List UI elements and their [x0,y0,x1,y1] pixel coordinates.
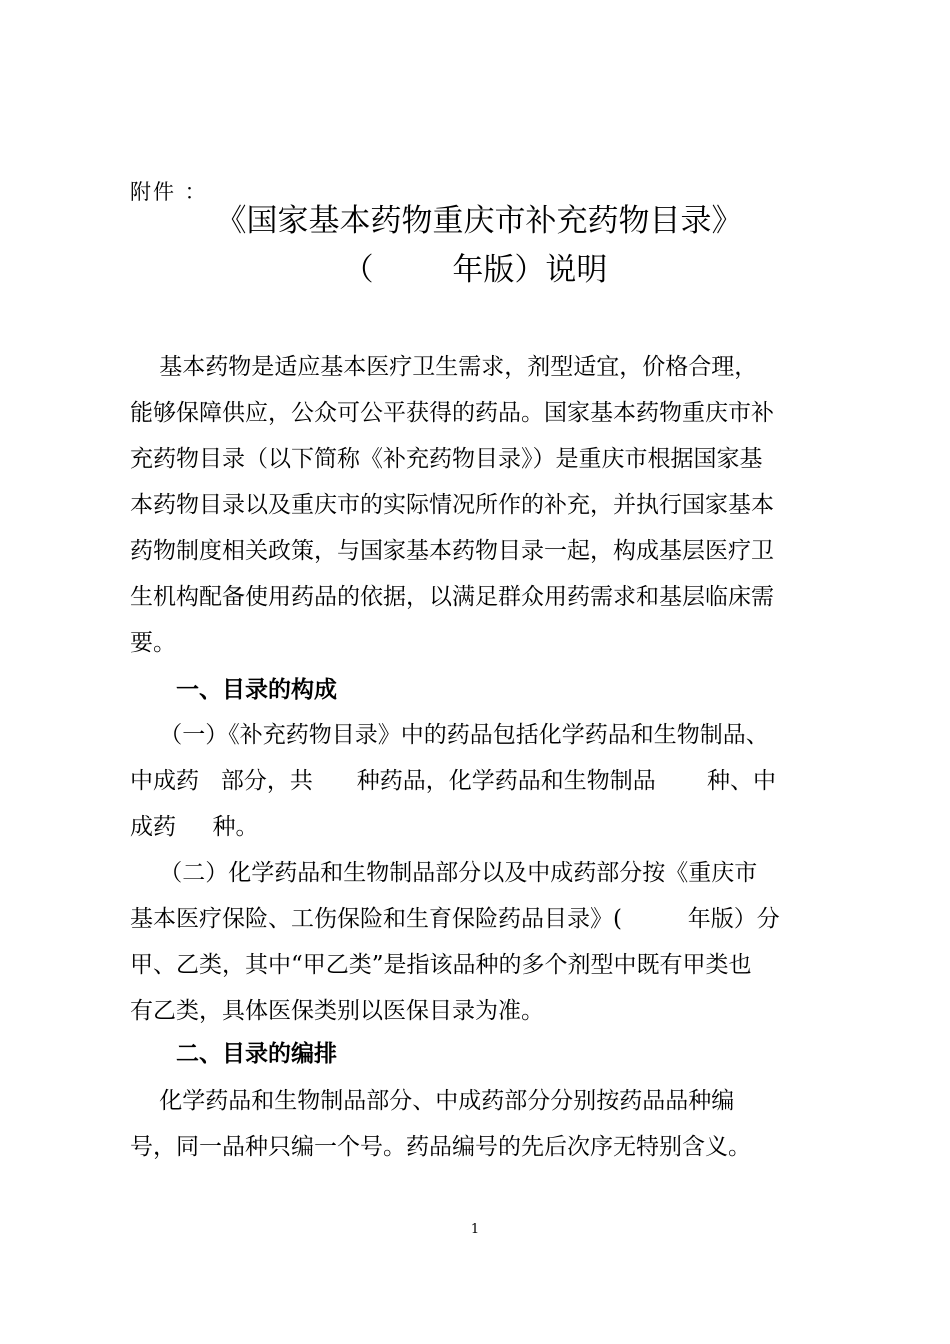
section2-line: 化学药品和生物制品部分、中成药部分分别按药品品种编 [130,1088,735,1114]
intro-line: 要。 [130,630,176,656]
section1-item1-line: 成药 种。 [130,814,259,840]
section-heading-composition: 一、目录的构成 [176,677,337,703]
section1-item2-line: 基本医疗保险、工伤保险和生育保险药品目录》( 年版）分 [130,906,780,932]
intro-line: 充药物目录（以下简称《补充药物目录》）是重庆市根据国家基 [130,446,763,472]
section1-item2-line: 甲、乙类，其中“甲乙类”是指该品种的多个剂型中既有甲类也 [130,952,752,978]
section2-line: 号，同一品种只编一个号。药品编号的先后次序无特别含义。 [130,1134,751,1160]
document-subtitle: （ 年版）说明 [342,252,608,288]
intro-line: 药物制度相关政策，与国家基本药物目录一起，构成基层医疗卫 [130,538,774,564]
intro-line: 能够保障供应，公众可公平获得的药品。国家基本药物重庆市补 [130,400,774,426]
intro-line: 本药物目录以及重庆市的实际情况所作的补充，并执行国家基本 [130,492,774,518]
document-title: 《国家基本药物重庆市补充药物目录》 [215,203,743,239]
section1-item2-line: （二）化学药品和生物制品部分以及中成药部分按《重庆市 [130,860,758,886]
section1-item1-line: （一）《补充药物目录》中的药品包括化学药品和生物制品、 [130,722,769,748]
section1-item2-line: 有乙类，具体医保类别以医保目录为准。 [130,998,544,1024]
attachment-label: 附件 ： [130,180,208,204]
intro-line: 基本药物是适应基本医疗卫生需求，剂型适宜，价格合理， [130,354,758,380]
section1-item1-line: 中成药 部分，共 种药品，化学药品和生物制品 种、中 [130,768,776,794]
page-number: 1 [470,1222,480,1237]
intro-line: 生机构配备使用药品的依据，以满足群众用药需求和基层临床需 [130,584,774,610]
section-heading-arrangement: 二、目录的编排 [176,1041,337,1067]
